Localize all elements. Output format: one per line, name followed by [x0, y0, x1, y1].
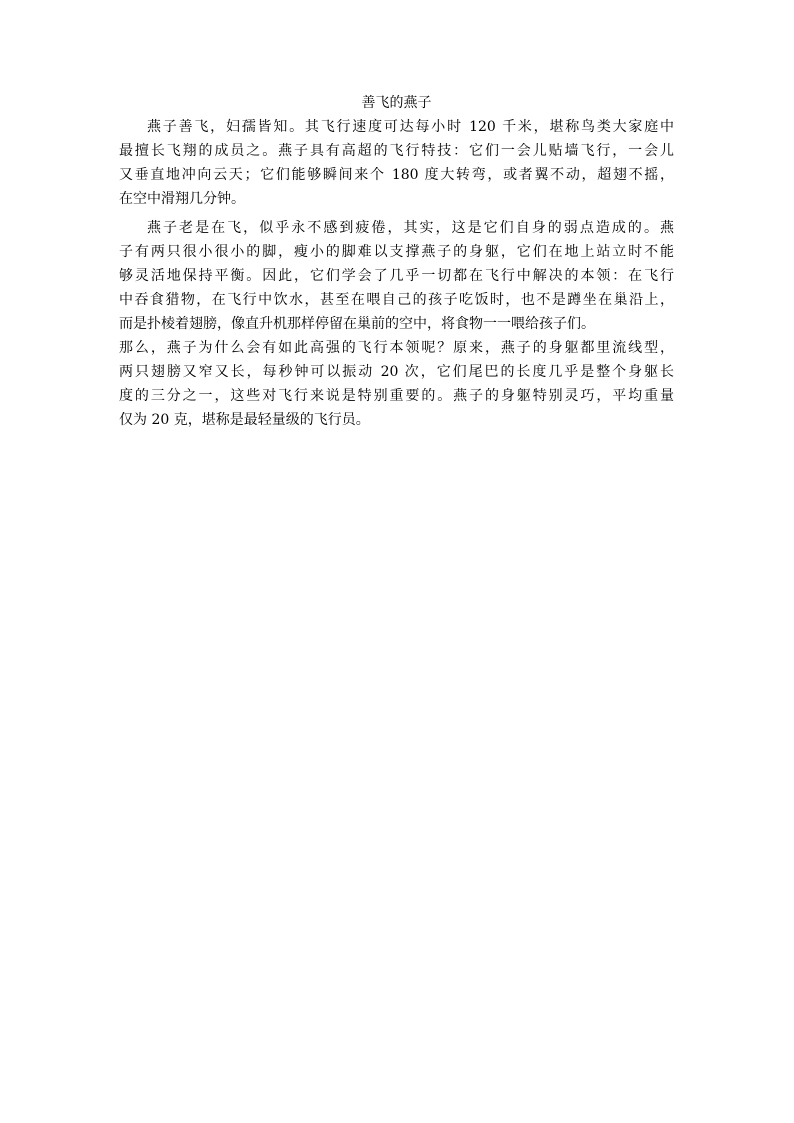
- paragraph-line: 两只翅膀又窄又长，每秒钟可以振动 20 次，它们尾巴的长度几乎是整个身躯长: [119, 364, 674, 380]
- paragraph-line: 度的三分之一，这些对飞行来说是特别重要的。燕子的身躯特别灵巧，平均重量: [119, 388, 674, 404]
- paragraph-line: 那么，燕子为什么会有如此高强的飞行本领呢？原来，燕子的身躯都里流线型，: [119, 340, 674, 356]
- paragraph-line: 又垂直地冲向云天；它们能够瞬间来个 180 度大转弯，或者翼不动，超翅不摇，: [119, 167, 674, 183]
- paragraph-1: [119, 115, 674, 211]
- paragraph-line: 仅为 20 克，堪称是最轻量级的飞行员。: [119, 412, 370, 428]
- paragraph-line: 最擅长飞翔的成员之。燕子具有高超的飞行特技：它们一会儿贴墙飞行，一会儿: [119, 143, 674, 159]
- paragraph-line: 中吞食猎物，在飞行中饮水，甚至在喂自己的孩子吃饭时，也不是蹲坐在巢沿上，: [119, 292, 674, 308]
- paragraph-line: 燕子老是在飞，似乎永不感到疲倦，其实，这是它们自身的弱点造成的。燕: [147, 220, 674, 236]
- paragraph-line: 而是扑棱着翅膀，像直升机那样停留在巢前的空中，将食物一一喂给孩子们。: [119, 316, 595, 332]
- paragraph-line: 子有两只很小很小的脚，瘦小的脚难以支撑燕子的身躯，它们在地上站立时不能: [119, 244, 674, 260]
- document-body: [119, 93, 674, 437]
- paragraph-line: 燕子善飞，妇孺皆知。其飞行速度可达每小时 120 千米，堪称鸟类大家庭中: [147, 119, 674, 135]
- paragraph-line: 够灵活地保持平衡。因此，它们学会了几乎一切都在飞行中解决的本领：在飞行: [119, 268, 674, 284]
- paragraph-line: 在空中滑翔几分钟。: [119, 191, 245, 207]
- paragraph-2: [119, 216, 674, 432]
- document-title: 善飞的燕子: [361, 95, 432, 111]
